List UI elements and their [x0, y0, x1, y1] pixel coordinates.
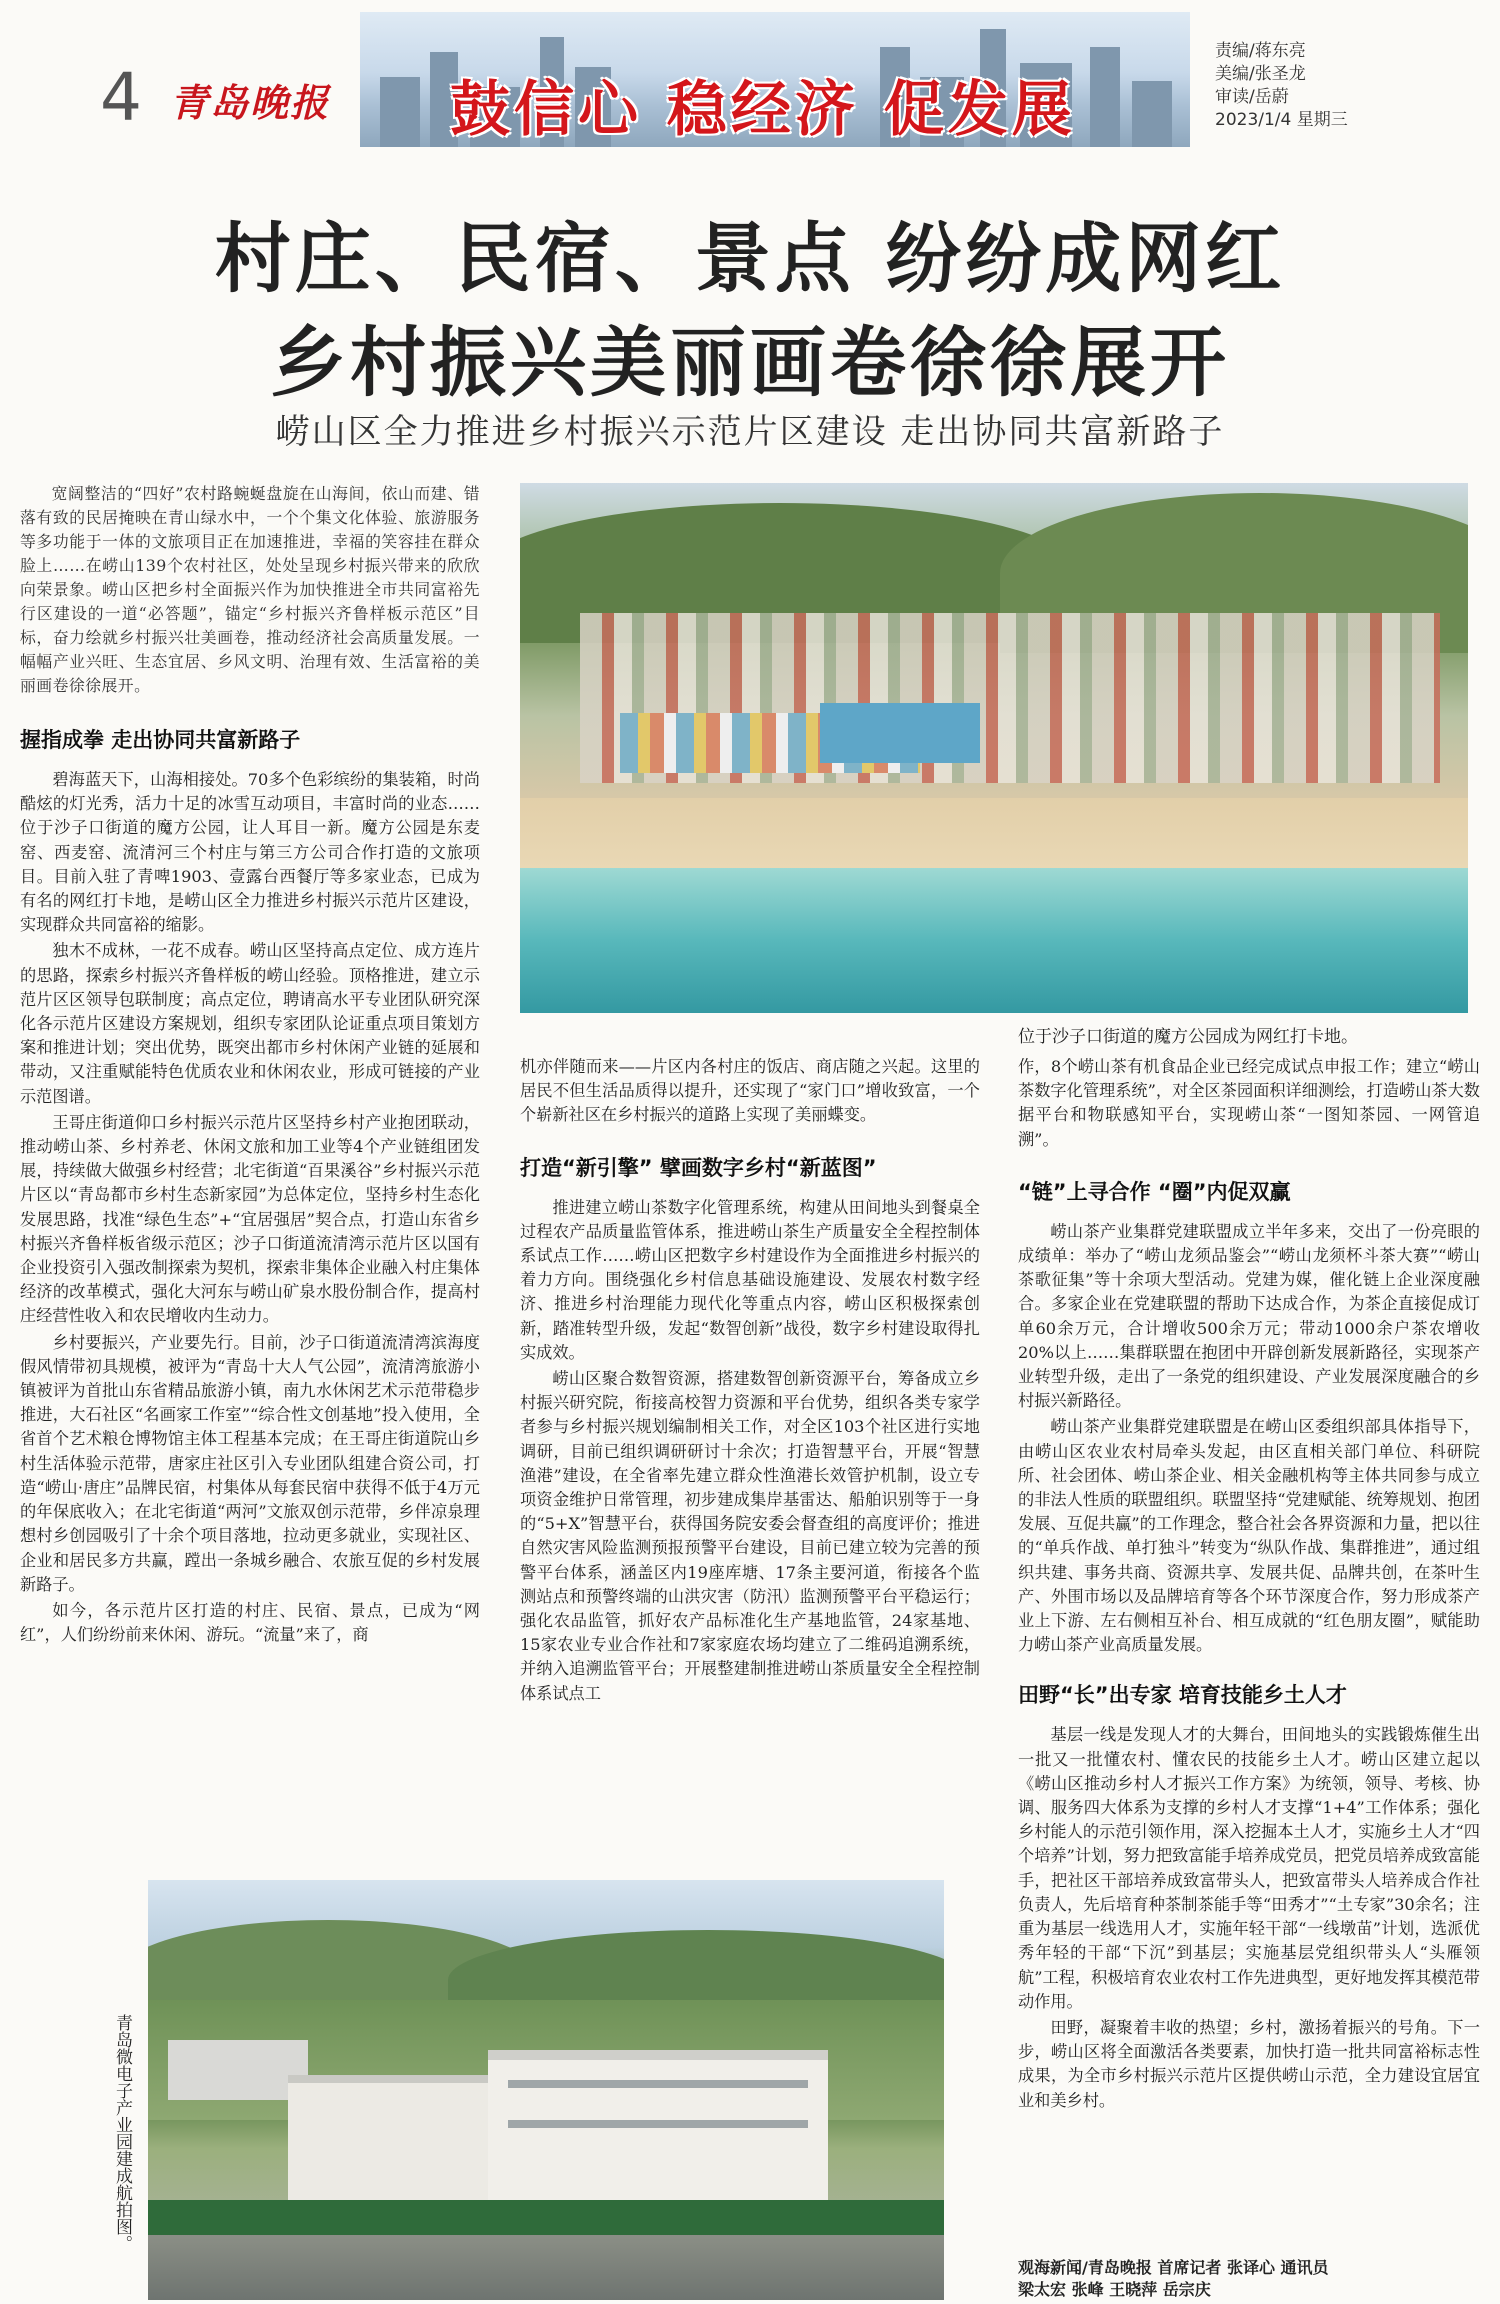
section-heading-4: 田野“长”出专家 培育技能乡土人才 [1018, 1683, 1347, 1708]
photo-caption: 位于沙子口街道的魔方公园成为网红打卡地。 [1018, 1027, 1358, 1047]
credit-line: 审读/岳蔚 [1215, 87, 1289, 107]
body-paragraph: 独木不成林，一花不成春。崂山区坚持高点定位、成方连片的思路，探索乡村振兴齐鲁样板的崂山经验。顶格推进，建立示范片区区领导包联制度；高点定位，聘请高水平专业团队研究深化各示范片区建设方案规划，组织专家团队论证重点项目策划方案和推进计划；突出优势，既突出都市乡村休闲产业链的延展和带动，又注重赋能特色优质农业和休闲农业，形成可链接的产业示范图谱。 [20, 941, 480, 1106]
newspaper-logo: 青岛晚报 [170, 80, 331, 125]
section-heading-2: 打造“新引擎” 擘画数字乡村“新蓝图” [520, 1155, 877, 1180]
body-paragraph: 崂山茶产业集群党建联盟是在崂山区委组织部具体指导下，由崂山区农业农村局牵头发起，由区直相关部门单位、科研院所、社会团体、崂山茶企业、相关金融机构等主体共同参与成立的非法人性质的联盟组织。联盟坚持“党建赋能、统筹规划、抱团发展、互促共赢”的工作理念，整合社会各界资源和力量，把以往的“单兵作战、单打独斗”转变为“纵队作战、集群推进”，通过组织共建、事务共商、资源共享、发展共促、品牌共创，在茶叶生产、外围市场以及品牌培育等各个环节深度合作，努力形成茶产业上下游、左右侧相互补台、相互成就的“红色朋友圈”，赋能助力崂山茶产业高质量发展。 [1018, 1417, 1480, 1655]
middle-column [520, 1055, 980, 1706]
photo-caption-vertical: 青岛微电子产业园建成航拍图。 [112, 2014, 132, 2252]
issue-date: 2023/1/4 星期三 [1215, 110, 1348, 130]
subheadline: 崂山区全力推进乡村振兴示范片区建设 走出协同共富新路子 [275, 412, 1225, 452]
body-paragraph: 机亦伴随而来——片区内各村庄的饭店、商店随之兴起。这里的居民不但生活品质得以提升，还实现了“家门口”增收致富，一个个崭新社区在乡村振兴的道路上实现了美丽蝶变。 [520, 1057, 980, 1125]
left-column [20, 482, 480, 1647]
body-paragraph: 乡村要振兴，产业要先行。目前，沙子口街道流清湾滨海度假风情带初具规模，被评为“青岛十大人气公园”，流清湾旅游小镇被评为首批山东省精品旅游小镇，南九水休闲艺术示范带稳步推进，大石社区“名画家工作室”“综合性文创基地”投入使用，全省首个艺术粮仓博物馆主体工程基本完成；在王哥庄街道院山乡村生活体验示范带，唐家庄社区引入专业团队组建合资公司，打造“崂山·唐庄”品牌民宿，村集体从每套民宿中获得不低于4万元的年保底收入；在北宅街道“两河”文旅双创示范带，乡伴凉泉理想村乡创园吸引了十余个项目落地，拉动更多就业，实现社区、企业和居民多方共赢，蹚出一条城乡融合、农旅互促的乡村发展新路子。 [20, 1332, 480, 1594]
body-paragraph: 田野，凝聚着丰收的热望；乡村，激扬着振兴的号角。下一步，崂山区将全面激活各类要素，加快打造一批共同富裕标志性成果，为全市乡村振兴示范片区提供崂山示范，全力建设宜居宜业和美乡村。 [1018, 2017, 1480, 2110]
banner-slogan: 鼓信心 稳经济 促发展 [450, 75, 1076, 145]
credit-line: 美编/张圣龙 [1215, 64, 1306, 84]
headline-line-2: 乡村振兴美丽画卷徐徐展开 [270, 318, 1230, 407]
body-paragraph: 碧海蓝天下，山海相接处。70多个色彩缤纷的集装箱，时尚酷炫的灯光秀，活力十足的冰雪互动项目，丰富时尚的业态……位于沙子口街道的魔方公园，让人耳目一新。魔方公园是东麦窑、西麦窑、流清河三个村庄与第三方公司合作打造的文旅项目。目前入驻了青啤1903、壹露台西餐厅等多家业态，已成为有名的网红打卡地，是崂山区全力推进乡村振兴示范片区建设，实现群众共同富裕的缩影。 [20, 770, 480, 935]
section-heading-1: 握指成拳 走出协同共富新路子 [20, 728, 301, 752]
headline-line-1: 村庄、民宿、景点 纷纷成网红 [214, 214, 1286, 303]
beach-park-photo [520, 483, 1468, 1013]
body-paragraph: 崂山茶产业集群党建联盟成立半年多来，交出了一份亮眼的成绩单：举办了“崂山龙须品鉴会”“崂山龙须杯斗茶大赛”“崂山茶歌征集”等十余项大型活动。党建为媒，催化链上企业深度融合。多家企业在党建联盟的帮助下达成合作，为茶企直接促成订单60余万元，合计增收500余万元；带动1000余户茶农增收20%以上……集群联盟在抱团中开辟创新发展新路径，实现茶产业转型升级，走出了一条党的组织建设、产业发展深度融合的乡村振兴新路径。 [1018, 1221, 1480, 1411]
industrial-park-aerial-photo [148, 1880, 944, 2300]
editor-credits [1215, 40, 1348, 132]
lead-paragraph: 宽阔整洁的“四好”农村路蜿蜒盘旋在山海间，依山而建、错落有致的民居掩映在青山绿水中，一个个集文化体验、旅游服务等多功能于一体的文旅项目正在加速推进，幸福的笑容挂在群众脸上……在崂山139个农村社区，处处呈现乡村振兴带来的欣欣向荣景象。崂山区把乡村全面振兴作为加快推进全市共同富裕先行区建设的一道“必答题”，锚定“乡村振兴齐鲁样板示范区”目标，奋力绘就乡村振兴壮美画卷，推动经济社会高质量发展。一幅幅产业兴旺、生态宜居、乡风文明、治理有效、生活富裕的美丽画卷徐徐展开。 [20, 484, 480, 695]
masthead [0, 0, 1500, 150]
byline-line: 梁太宏 张峰 王晓萍 岳宗庆 [1018, 2280, 1211, 2299]
body-paragraph: 作，8个崂山茶有机食品企业已经完成试点申报工作；建立“崂山茶数字化管理系统”，对全区茶园面积详细测绘，打造崂山茶大数据平台和物联感知平台，实现崂山茶“一图知茶园、一网管追溯”。 [1018, 1057, 1480, 1149]
body-paragraph: 王哥庄街道仰口乡村振兴示范片区坚持乡村产业抱团联动，推动崂山茶、乡村养老、休闲文旅和加工业等4个产业链组团发展，持续做大做强乡村经营；北宅街道“百果溪谷”乡村振兴示范片区以“青岛都市乡村生态新家园”为总体定位，坚持乡村生态化发展思路，找准“绿色生态”+“宜居强居”契合点，打造山东省乡村振兴齐鲁样板省级示范区；沙子口街道流清湾示范片区以国有企业投资引入强改制探索为契机，探索非集体企业融入村庄集体经济的改革模式，强化大河东与崂山矿泉水股份制合作，提高村庄经营性收入和农民增收内生动力。 [20, 1112, 480, 1326]
byline [1018, 2257, 1478, 2301]
section-heading-3: “链”上寻合作 “圈”内促双赢 [1018, 1179, 1291, 1204]
byline-line: 观海新闻/青岛晚报 首席记者 张译心 通讯员 [1018, 2258, 1329, 2277]
body-paragraph: 崂山区聚合数智资源，搭建数智创新资源平台，筹备成立乡村振兴研究院，衔接高校智力资源和平台优势，组织各类专家学者参与乡村振兴规划编制相关工作，对全区103个社区进行实地调研，目前已组织调研研讨十余次；打造智慧平台，开展“智慧渔港”建设，在全省率先建立群众性渔港长效管护机制，设立专项资金维护日常管理，初步建成集岸基雷达、船舶识别等于一身的“5+X”智慧平台，获得国务院安委会督查组的高度评价；推进自然灾害风险监测预报预警平台建设，目前已建立较为完善的预警平台体系，涵盖区内19座库塘、17条主要河道，衔接各个监测站点和预警终端的山洪灾害（防汛）监测预警平台平稳运行；强化农品监管，抓好农产品标准化生产基地监管，24家基地、15家农业专业合作社和7家家庭农场均建立了二维码追溯系统，并纳入追溯监管平台；开展整建制推进崂山茶质量安全全程控制体系试点工 [520, 1369, 980, 1703]
right-column [1018, 1055, 1480, 2113]
credit-line: 责编/蒋东亮 [1215, 41, 1306, 61]
body-paragraph: 基层一线是发现人才的大舞台，田间地头的实践锻炼催生出一批又一批懂农村、懂农民的技能乡土人才。崂山区建立起以《崂山区推动乡村人才振兴工作方案》为统领，领导、考核、协调、服务四大体系为支撑的乡村人才支撑“1+4”工作体系；强化乡村能人的示范引领作用，深入挖掘本土人才，实施乡土人才“四个培养”计划，努力把致富能手培养成党员，把党员培养成致富能手，把社区干部培养成致富带头人，把致富带头人培养成合作社负责人，先后培育种茶制茶能手等“田秀才”“土专家”30余名；注重为基层一线选用人才，实施年轻干部“一线墩苗”计划，选派优秀年轻的干部“下沉”到基层；实施基层党组织带头人“头雁领航”工程，积极培育农业农村工作先进典型，更好地发挥其模范带动作用。 [1018, 1725, 1480, 2011]
body-paragraph: 如今，各示范片区打造的村庄、民宿、景点，已成为“网红”，人们纷纷前来休闲、游玩。“流量”来了，商 [20, 1600, 480, 1645]
page-number: 4 [100, 59, 142, 136]
body-paragraph: 推进建立崂山茶数字化管理系统，构建从田间地头到餐桌全过程农产品质量监管体系，推进崂山茶生产质量安全全程控制体系试点工作……崂山区把数字乡村建设作为全面推进乡村振兴的着力方向。围绕强化乡村信息基础设施建设、发展农村数字经济、推进乡村治理能力现代化等重点内容，崂山区积极探索创新，踏准转型升级，发起“数智创新”战役，数字乡村建设取得扎实成效。 [520, 1197, 980, 1362]
